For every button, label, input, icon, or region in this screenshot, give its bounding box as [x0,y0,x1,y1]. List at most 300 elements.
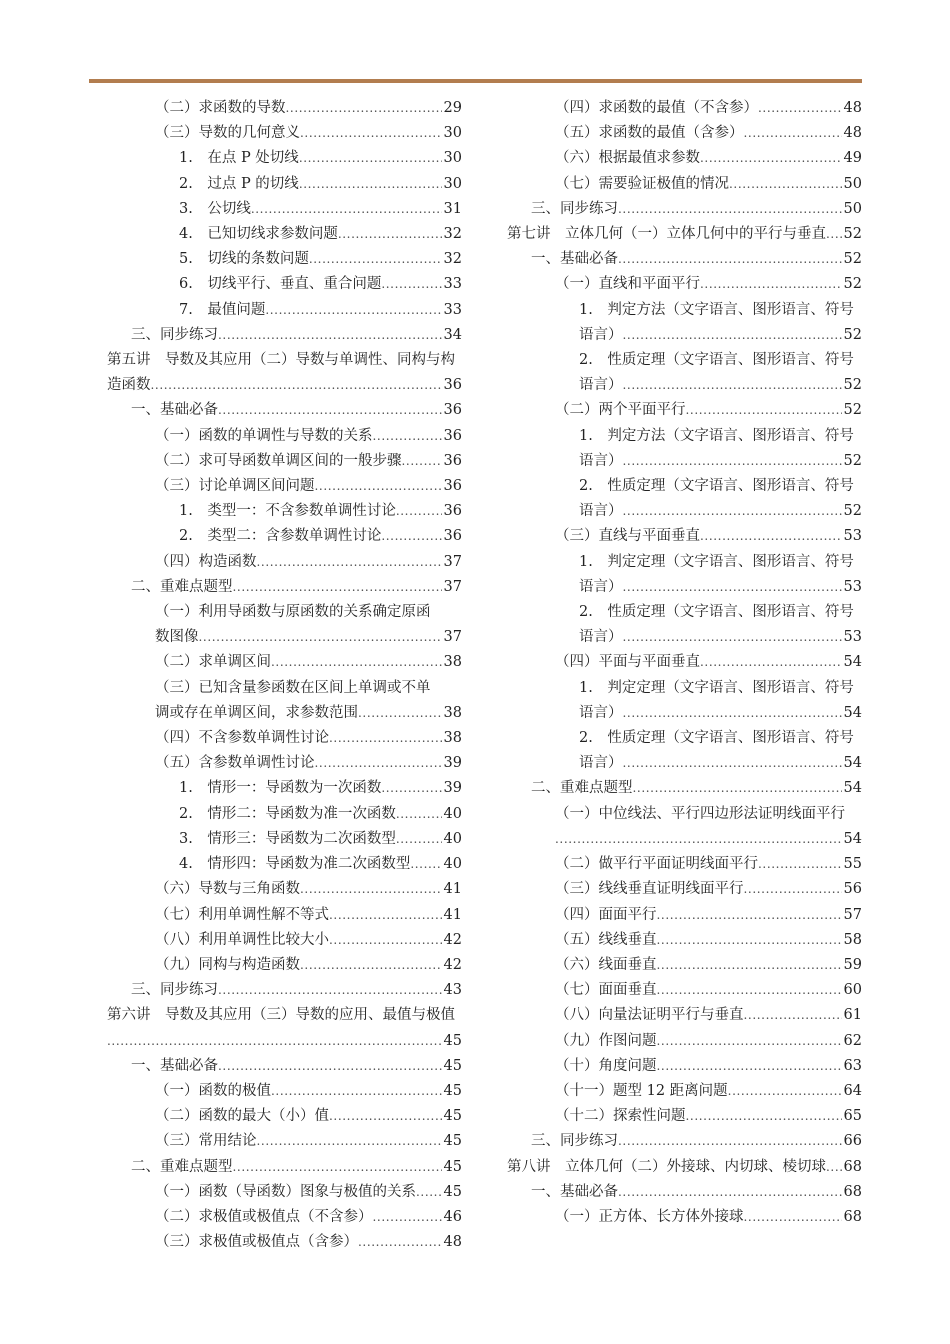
toc-entry[interactable] [507,398,862,423]
page-number: 45 [443,1108,462,1125]
toc-entry[interactable] [507,1180,862,1205]
toc-entry[interactable] [107,928,462,953]
toc-entry[interactable] [107,121,462,146]
dot-leader [657,928,842,953]
toc-entry-title: 一、基础必备 [531,251,618,268]
dot-leader [299,172,442,197]
page-number: 38 [443,730,462,747]
toc-entry[interactable] [107,1104,462,1129]
toc-entry[interactable] [107,398,462,423]
dot-leader [618,197,842,222]
page-number: 38 [443,654,462,671]
toc-entry-title: 三、同步练习 [131,982,218,999]
page-number: 54 [843,780,862,797]
toc-entry[interactable] [507,1003,862,1028]
toc-entry-title: 第六讲 导数及其应用（三）导数的应用、最值与极值 [107,1007,455,1024]
dot-leader [657,1029,842,1054]
toc-entry[interactable] [507,928,862,953]
page-number: 53 [843,528,862,545]
toc-entry[interactable] [107,1205,462,1230]
toc-entry-title: 三、同步练习 [531,1133,618,1150]
dot-leader [271,650,442,675]
dot-leader [300,121,442,146]
toc-entry-title: （九）作图问题 [555,1032,657,1049]
page-number: 33 [443,276,462,293]
toc-entry[interactable] [507,1155,862,1180]
dot-leader [396,802,442,827]
dot-leader [309,247,442,272]
page-number: 32 [443,251,462,268]
toc-entry-title: （七）利用单调性解不等式 [155,906,329,923]
toc-entry[interactable] [107,524,462,549]
toc-entry-title: （二）两个平面平行 [555,402,686,419]
toc-entry-title: （四）构造函数 [155,553,257,570]
dot-leader [657,903,842,928]
toc-entry[interactable] [107,499,462,524]
toc-entry[interactable] [107,146,462,171]
toc-entry[interactable] [507,978,862,1003]
toc-entry[interactable] [507,600,862,650]
toc-entry[interactable] [507,852,862,877]
toc-entry-title: （十一）题型 12 距离问题 [555,1082,728,1099]
toc-entry[interactable] [107,953,462,978]
toc-entry[interactable] [107,1079,462,1104]
toc-entry-title: 2. 性质定理（文字语言、图形语言、符号 [579,352,854,369]
toc-entry-title: 二、重难点题型 [531,780,633,797]
page-number: 29 [443,100,462,116]
dot-leader [826,222,842,247]
dot-leader [299,146,442,171]
dot-leader [257,1129,442,1154]
toc-entry[interactable] [507,1104,862,1129]
toc-entry-title: （十）角度问题 [555,1057,657,1074]
dot-leader [329,726,442,751]
toc-entry[interactable] [507,1054,862,1079]
dot-leader [265,298,441,323]
toc-entry-title: （三）已知含量参函数在区间上单调或不单 [155,679,431,696]
toc-entry[interactable] [107,978,462,1003]
dot-leader [744,1205,842,1230]
toc-entry[interactable] [507,222,862,247]
page-number: 62 [843,1032,862,1049]
toc-entry-title: （三）讨论单调区间问题 [155,478,315,495]
dot-leader [623,499,842,524]
dot-leader [396,499,442,524]
toc-entry[interactable] [507,424,862,474]
dot-leader [555,827,842,852]
toc-entry[interactable] [507,96,862,121]
toc-entry-title: （九）同构与构造函数 [155,956,300,973]
toc-entry-title: （七）需要验证极值的情况 [555,175,729,192]
page-number: 59 [843,956,862,973]
dot-leader [315,751,442,776]
dot-leader [623,751,842,776]
dot-leader [233,575,442,600]
page-number: 36 [443,503,462,520]
toc-entry[interactable] [507,953,862,978]
page-number: 50 [843,175,862,192]
toc-entry[interactable] [507,121,862,146]
page-number: 54 [843,830,862,847]
toc-entry[interactable] [507,1079,862,1104]
page-number: 30 [443,150,462,167]
toc-entry-title: 1. 判定方法（文字语言、图形语言、符号 [579,301,854,318]
toc-entry[interactable] [107,272,462,297]
toc-entry[interactable] [107,96,462,121]
page-number: 43 [443,982,462,999]
page-number: 68 [843,1208,862,1225]
toc-entry-title: （二）求可导函数单调区间的一般步骤 [155,452,402,469]
toc-entry[interactable] [107,726,462,751]
dot-leader [729,172,842,197]
dot-leader [623,701,842,726]
toc-entry[interactable] [107,650,462,675]
dot-leader [623,323,842,348]
toc-entry-title-continued: 造函数 [107,377,151,394]
toc-entry-title: （四）平面与平面垂直 [555,654,700,671]
toc-entry-title: （七）面面垂直 [555,982,657,999]
toc-entry[interactable] [507,650,862,675]
toc-entry-title-continued: 语言） [579,578,623,595]
page-number: 42 [443,956,462,973]
page-number: 56 [843,881,862,898]
toc-entry[interactable] [107,474,462,499]
toc-entry-title: 7. 最值问题 [179,301,266,318]
toc-entry-title: （八）利用单调性比较大小 [155,931,329,948]
page-number: 54 [843,704,862,721]
toc-entry[interactable] [107,827,462,852]
toc-entry-title: （二）求函数的导数 [155,100,286,116]
page-number: 36 [443,402,462,419]
dot-leader [657,978,842,1003]
page-number: 30 [443,175,462,192]
page-number: 45 [443,1158,462,1175]
toc-entry-title: （六）线面垂直 [555,956,657,973]
page-number: 52 [843,503,862,520]
toc-entry[interactable] [507,474,862,524]
toc-entry[interactable] [507,776,862,801]
dot-leader [623,625,842,650]
toc-entry-title: （十二）探索性问题 [555,1108,686,1125]
page-number: 54 [843,654,862,671]
dot-leader [107,1029,442,1054]
toc-entry[interactable] [107,348,462,398]
page-number: 55 [843,856,862,873]
toc-entry-title-continued: 调或存在单调区间，求参数范围 [155,704,358,721]
toc-entry-title: （一）函数的单调性与导数的关系 [155,427,373,444]
toc-column-right [507,96,862,1230]
toc-entry-title: 1. 判定定理（文字语言、图形语言、符号 [579,679,854,696]
page-number: 54 [843,755,862,772]
toc-entry[interactable] [107,852,462,877]
toc-entry-title: （二）求极值或极值点（不含参） [155,1208,373,1225]
toc-entry-title: （一）中位线法、平行四边形法证明线面平行 [555,805,845,822]
page-number: 63 [843,1057,862,1074]
toc-entry[interactable] [107,575,462,600]
dot-leader [623,449,842,474]
dot-leader [381,272,441,297]
page-number: 50 [843,200,862,217]
toc-entry[interactable] [107,323,462,348]
dot-leader [233,1155,442,1180]
page-number: 39 [443,780,462,797]
toc-entry-title: （三）直线与平面垂直 [555,528,700,545]
toc-entry-title: 5. 切线的条数问题 [179,251,309,268]
toc-entry[interactable] [507,146,862,171]
page-number: 32 [443,226,462,243]
dot-leader [300,877,442,902]
toc-entry-title: 2. 类型二：含参数单调性讨论 [179,528,382,545]
toc-entry-title: （三）常用结论 [155,1133,257,1150]
toc-entry-title: （二）做平行平面证明线面平行 [555,856,758,873]
dot-leader [700,146,842,171]
dot-leader [358,701,442,726]
toc-entry[interactable] [107,449,462,474]
toc-entry-title: 2. 情形二：导函数为准一次函数 [179,805,396,822]
page-number: 53 [843,578,862,595]
toc-entry-title: （五）线线垂直 [555,931,657,948]
page-number: 33 [443,301,462,318]
page-number: 39 [443,755,462,772]
page-number: 53 [843,629,862,646]
page-number: 49 [843,150,862,167]
toc-entry-title: （一）直线和平面平行 [555,276,700,293]
dot-leader [199,625,442,650]
dot-leader [218,978,442,1003]
toc-entry-title: 二、重难点题型 [131,578,233,595]
page-number: 52 [843,226,862,243]
dot-leader [315,474,442,499]
toc-entry[interactable] [507,298,862,348]
toc-column-left [107,96,462,1255]
toc-entry-title: 1. 判定定理（文字语言、图形语言、符号 [579,553,854,570]
page-number: 58 [843,931,862,948]
toc-entry-title: 第五讲 导数及其应用（二）导数与单调性、同构与构 [107,352,455,369]
toc-entry[interactable] [507,802,862,852]
toc-entry-title: 第八讲 立体几何（二）外接球、内切球、棱切球 [507,1158,826,1175]
toc-entry-title-continued: 数图像 [155,629,199,646]
toc-entry-title: 4. 情形四：导函数为准二次函数型 [179,856,411,873]
toc-entry-title: 2. 性质定理（文字语言、图形语言、符号 [579,604,854,621]
page-number: 65 [843,1108,862,1125]
toc-entry-title: （四）面面平行 [555,906,657,923]
dot-leader [329,1104,442,1129]
page-number: 64 [843,1082,862,1099]
toc-entry[interactable] [107,247,462,272]
toc-entry-title: （三）线线垂直证明线面平行 [555,881,744,898]
toc-entry-title: 第七讲 立体几何（一）立体几何中的平行与垂直 [507,226,826,243]
toc-entry-title: 2. 过点 P 的切线 [179,175,299,192]
toc-entry-title: （三）求极值或极值点（含参） [155,1234,358,1251]
page-number: 68 [843,1158,862,1175]
toc-entry[interactable] [507,903,862,928]
toc-entry-title: （八）向量法证明平行与垂直 [555,1007,744,1024]
toc-entry[interactable] [507,348,862,398]
page-number: 31 [443,200,462,217]
toc-entry-title: 3. 公切线 [179,200,251,217]
toc-entry[interactable] [507,524,862,549]
toc-entry[interactable] [507,172,862,197]
dot-leader [218,323,442,348]
dot-leader [410,852,441,877]
page-number: 52 [843,326,862,343]
toc-entry[interactable] [507,197,862,222]
toc-entry[interactable] [507,247,862,272]
toc-entry-title: 1. 在点 P 处切线 [179,150,299,167]
toc-entry[interactable] [507,1029,862,1054]
toc-entry-title: 4. 已知切线求参数问题 [179,226,338,243]
dot-leader [826,1155,842,1180]
dot-leader [373,424,442,449]
page-number: 36 [443,478,462,495]
dot-leader [657,1054,842,1079]
toc-entry-title: （六）导数与三角函数 [155,881,300,898]
page-number: 37 [443,578,462,595]
page-number: 36 [443,427,462,444]
dot-leader [744,121,842,146]
toc-entry[interactable] [107,424,462,449]
page-number: 66 [843,1133,862,1150]
page-number: 52 [843,402,862,419]
toc-entry-title: （一）利用导函数与原函数的关系确定原函 [155,604,431,621]
toc-entry[interactable] [107,1180,462,1205]
page-number: 41 [443,881,462,898]
toc-entry-title: 3. 情形三：导函数为二次函数型 [179,830,396,847]
page-number: 41 [443,906,462,923]
toc-entry-title: 2. 性质定理（文字语言、图形语言、符号 [579,478,854,495]
toc-entry[interactable] [107,298,462,323]
toc-entry[interactable] [107,1129,462,1154]
dot-leader [338,222,442,247]
dot-leader [686,398,842,423]
toc-entry-title: （五）含参数单调性讨论 [155,755,315,772]
toc-entry[interactable] [107,776,462,801]
toc-entry-title: 一、基础必备 [531,1183,618,1200]
dot-leader [657,953,842,978]
toc-entry[interactable] [507,1129,862,1154]
dot-leader [381,524,441,549]
page-number: 45 [443,1032,462,1049]
toc-entry-title: 2. 性质定理（文字语言、图形语言、符号 [579,730,854,747]
toc-entry[interactable] [507,272,862,297]
toc-entry-title: 二、重难点题型 [131,1158,233,1175]
page-number: 48 [843,125,862,142]
toc-entry-title-continued: 语言） [579,704,623,721]
toc-entry[interactable] [107,1003,462,1053]
header-rule [89,79,862,83]
page-number: 36 [443,377,462,394]
toc-entry-title: （一）正方体、长方体外接球 [555,1208,744,1225]
toc-entry[interactable] [107,877,462,902]
toc-entry[interactable] [107,903,462,928]
dot-leader [218,398,442,423]
toc-entry-title: （二）函数的最大（小）值 [155,1108,329,1125]
dot-leader [623,373,842,398]
toc-entry[interactable] [107,676,462,726]
dot-leader [618,247,842,272]
page-number: 34 [443,326,462,343]
page-number: 37 [443,553,462,570]
page-number: 40 [443,856,462,873]
toc-entry-title: 一、基础必备 [131,1057,218,1074]
dot-leader [700,650,842,675]
dot-leader [396,827,442,852]
page-number: 45 [443,1133,462,1150]
toc-entry-title-continued: 语言） [579,503,623,520]
toc-entry[interactable] [507,1205,862,1230]
page-number: 40 [443,805,462,822]
toc-entry-title: 1. 判定方法（文字语言、图形语言、符号 [579,427,854,444]
toc-entry[interactable] [107,1230,462,1255]
toc-entry[interactable] [107,751,462,776]
toc-entry-title-continued: 语言） [579,629,623,646]
toc-entry-title: （二）求单调区间 [155,654,271,671]
toc-entry[interactable] [107,197,462,222]
toc-entry-title-continued: 语言） [579,377,623,394]
toc-entry-title: （六）根据最值求参数 [555,150,700,167]
toc-entry-title: （一）函数的极值 [155,1082,271,1099]
dot-leader [257,550,442,575]
toc-entry-title: （五）求函数的最值（含参） [555,125,744,142]
dot-leader [686,1104,842,1129]
toc-entry[interactable] [507,676,862,726]
page-number: 45 [443,1057,462,1074]
toc-entry-title: （一）函数（导函数）图象与极值的关系 [155,1183,416,1200]
page-number: 52 [843,276,862,293]
page-number: 68 [843,1183,862,1200]
toc-entry-title: 一、基础必备 [131,402,218,419]
page-number: 61 [843,1007,862,1024]
toc-entry[interactable] [107,1155,462,1180]
dot-leader [329,903,442,928]
dot-leader [402,449,442,474]
dot-leader [381,776,441,801]
toc-entry[interactable] [507,550,862,600]
toc-entry-title-continued: 语言） [579,326,623,343]
toc-entry[interactable] [507,726,862,776]
dot-leader [358,1230,442,1255]
dot-leader [286,96,442,121]
toc-entry-title: 1. 情形一：导函数为一次函数 [179,780,382,797]
toc-entry-title: 1. 类型一：不含参数单调性讨论 [179,503,396,520]
page-number: 45 [443,1082,462,1099]
page-number: 48 [443,1234,462,1251]
dot-leader [744,1003,842,1028]
page-number: 46 [443,1208,462,1225]
toc-entry[interactable] [107,550,462,575]
page-number: 52 [843,377,862,394]
dot-leader [744,877,842,902]
dot-leader [700,524,842,549]
page-number: 60 [843,982,862,999]
toc-entry-title: 三、同步练习 [131,326,218,343]
toc-entry[interactable] [507,877,862,902]
page-number: 40 [443,830,462,847]
dot-leader [618,1180,842,1205]
page-number: 48 [843,100,862,116]
toc-entry[interactable] [107,1054,462,1079]
dot-leader [151,373,442,398]
page-number: 37 [443,629,462,646]
toc-entry-title: （三）导数的几何意义 [155,125,300,142]
toc-entry[interactable] [107,600,462,650]
page-number: 36 [443,528,462,545]
page-number: 38 [443,704,462,721]
toc-entry[interactable] [107,222,462,247]
toc-entry[interactable] [107,172,462,197]
toc-entry-title: （四）不含参数单调性讨论 [155,730,329,747]
toc-entry[interactable] [107,802,462,827]
